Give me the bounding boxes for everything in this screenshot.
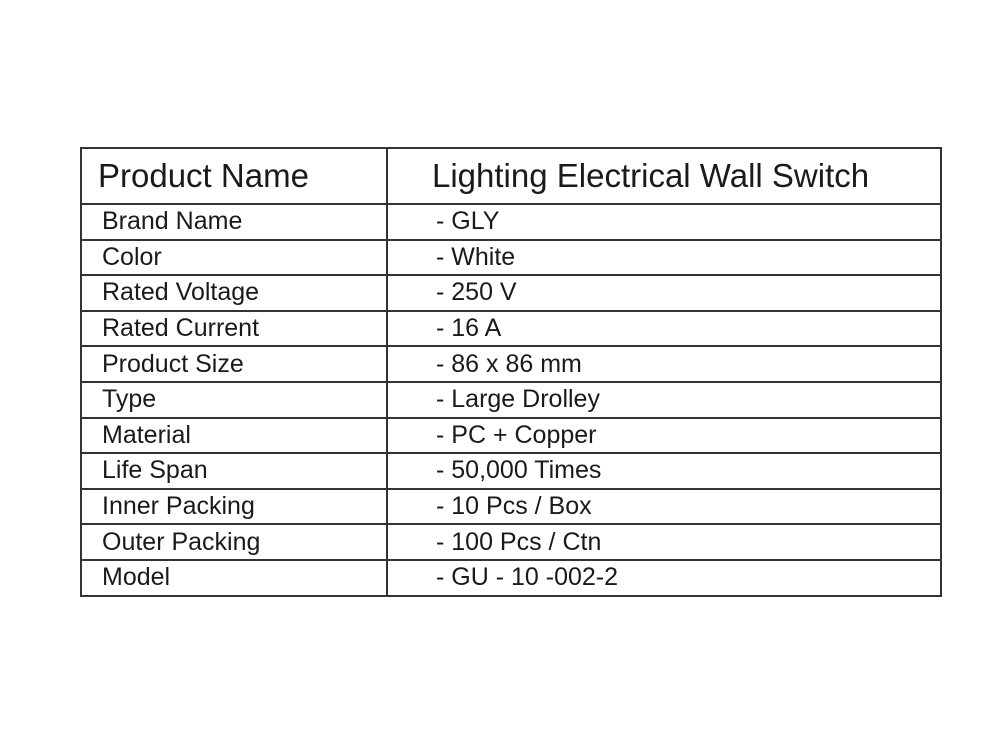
- row-label: Inner Packing: [81, 489, 387, 525]
- header-label: Product Name: [81, 148, 387, 204]
- row-label: Product Size: [81, 346, 387, 382]
- row-label: Life Span: [81, 453, 387, 489]
- row-label: Brand Name: [81, 204, 387, 240]
- table-row-outer-packing: [81, 524, 941, 560]
- header-value: Lighting Electrical Wall Switch: [387, 148, 941, 204]
- row-label: Model: [81, 560, 387, 596]
- row-label: Color: [81, 240, 387, 276]
- table-row-inner-packing: [81, 489, 941, 525]
- table-row-color: [81, 240, 941, 276]
- row-label: Rated Voltage: [81, 275, 387, 311]
- row-value: - 86 x 86 mm: [387, 346, 941, 382]
- row-value: - PC + Copper: [387, 418, 941, 454]
- table-row-material: [81, 418, 941, 454]
- table-row-type: [81, 382, 941, 418]
- row-value: - 50,000 Times: [387, 453, 941, 489]
- row-label: Outer Packing: [81, 524, 387, 560]
- table-row-rated-voltage: [81, 275, 941, 311]
- table-row-brand-name: [81, 204, 941, 240]
- row-value: - 16 A: [387, 311, 941, 347]
- row-label: Type: [81, 382, 387, 418]
- row-value: - Large Drolley: [387, 382, 941, 418]
- table-row-product-size: [81, 346, 941, 382]
- row-value: - 10 Pcs / Box: [387, 489, 941, 525]
- row-value: - White: [387, 240, 941, 276]
- row-value: - GU - 10 -002-2: [387, 560, 941, 596]
- row-label: Material: [81, 418, 387, 454]
- row-value: - 100 Pcs / Ctn: [387, 524, 941, 560]
- table-header-row: [81, 148, 941, 204]
- row-label: Rated Current: [81, 311, 387, 347]
- table-row-life-span: [81, 453, 941, 489]
- table-row-model: [81, 560, 941, 596]
- row-value: - GLY: [387, 204, 941, 240]
- row-value: - 250 V: [387, 275, 941, 311]
- table-row-rated-current: [81, 311, 941, 347]
- product-spec-table: [80, 147, 942, 597]
